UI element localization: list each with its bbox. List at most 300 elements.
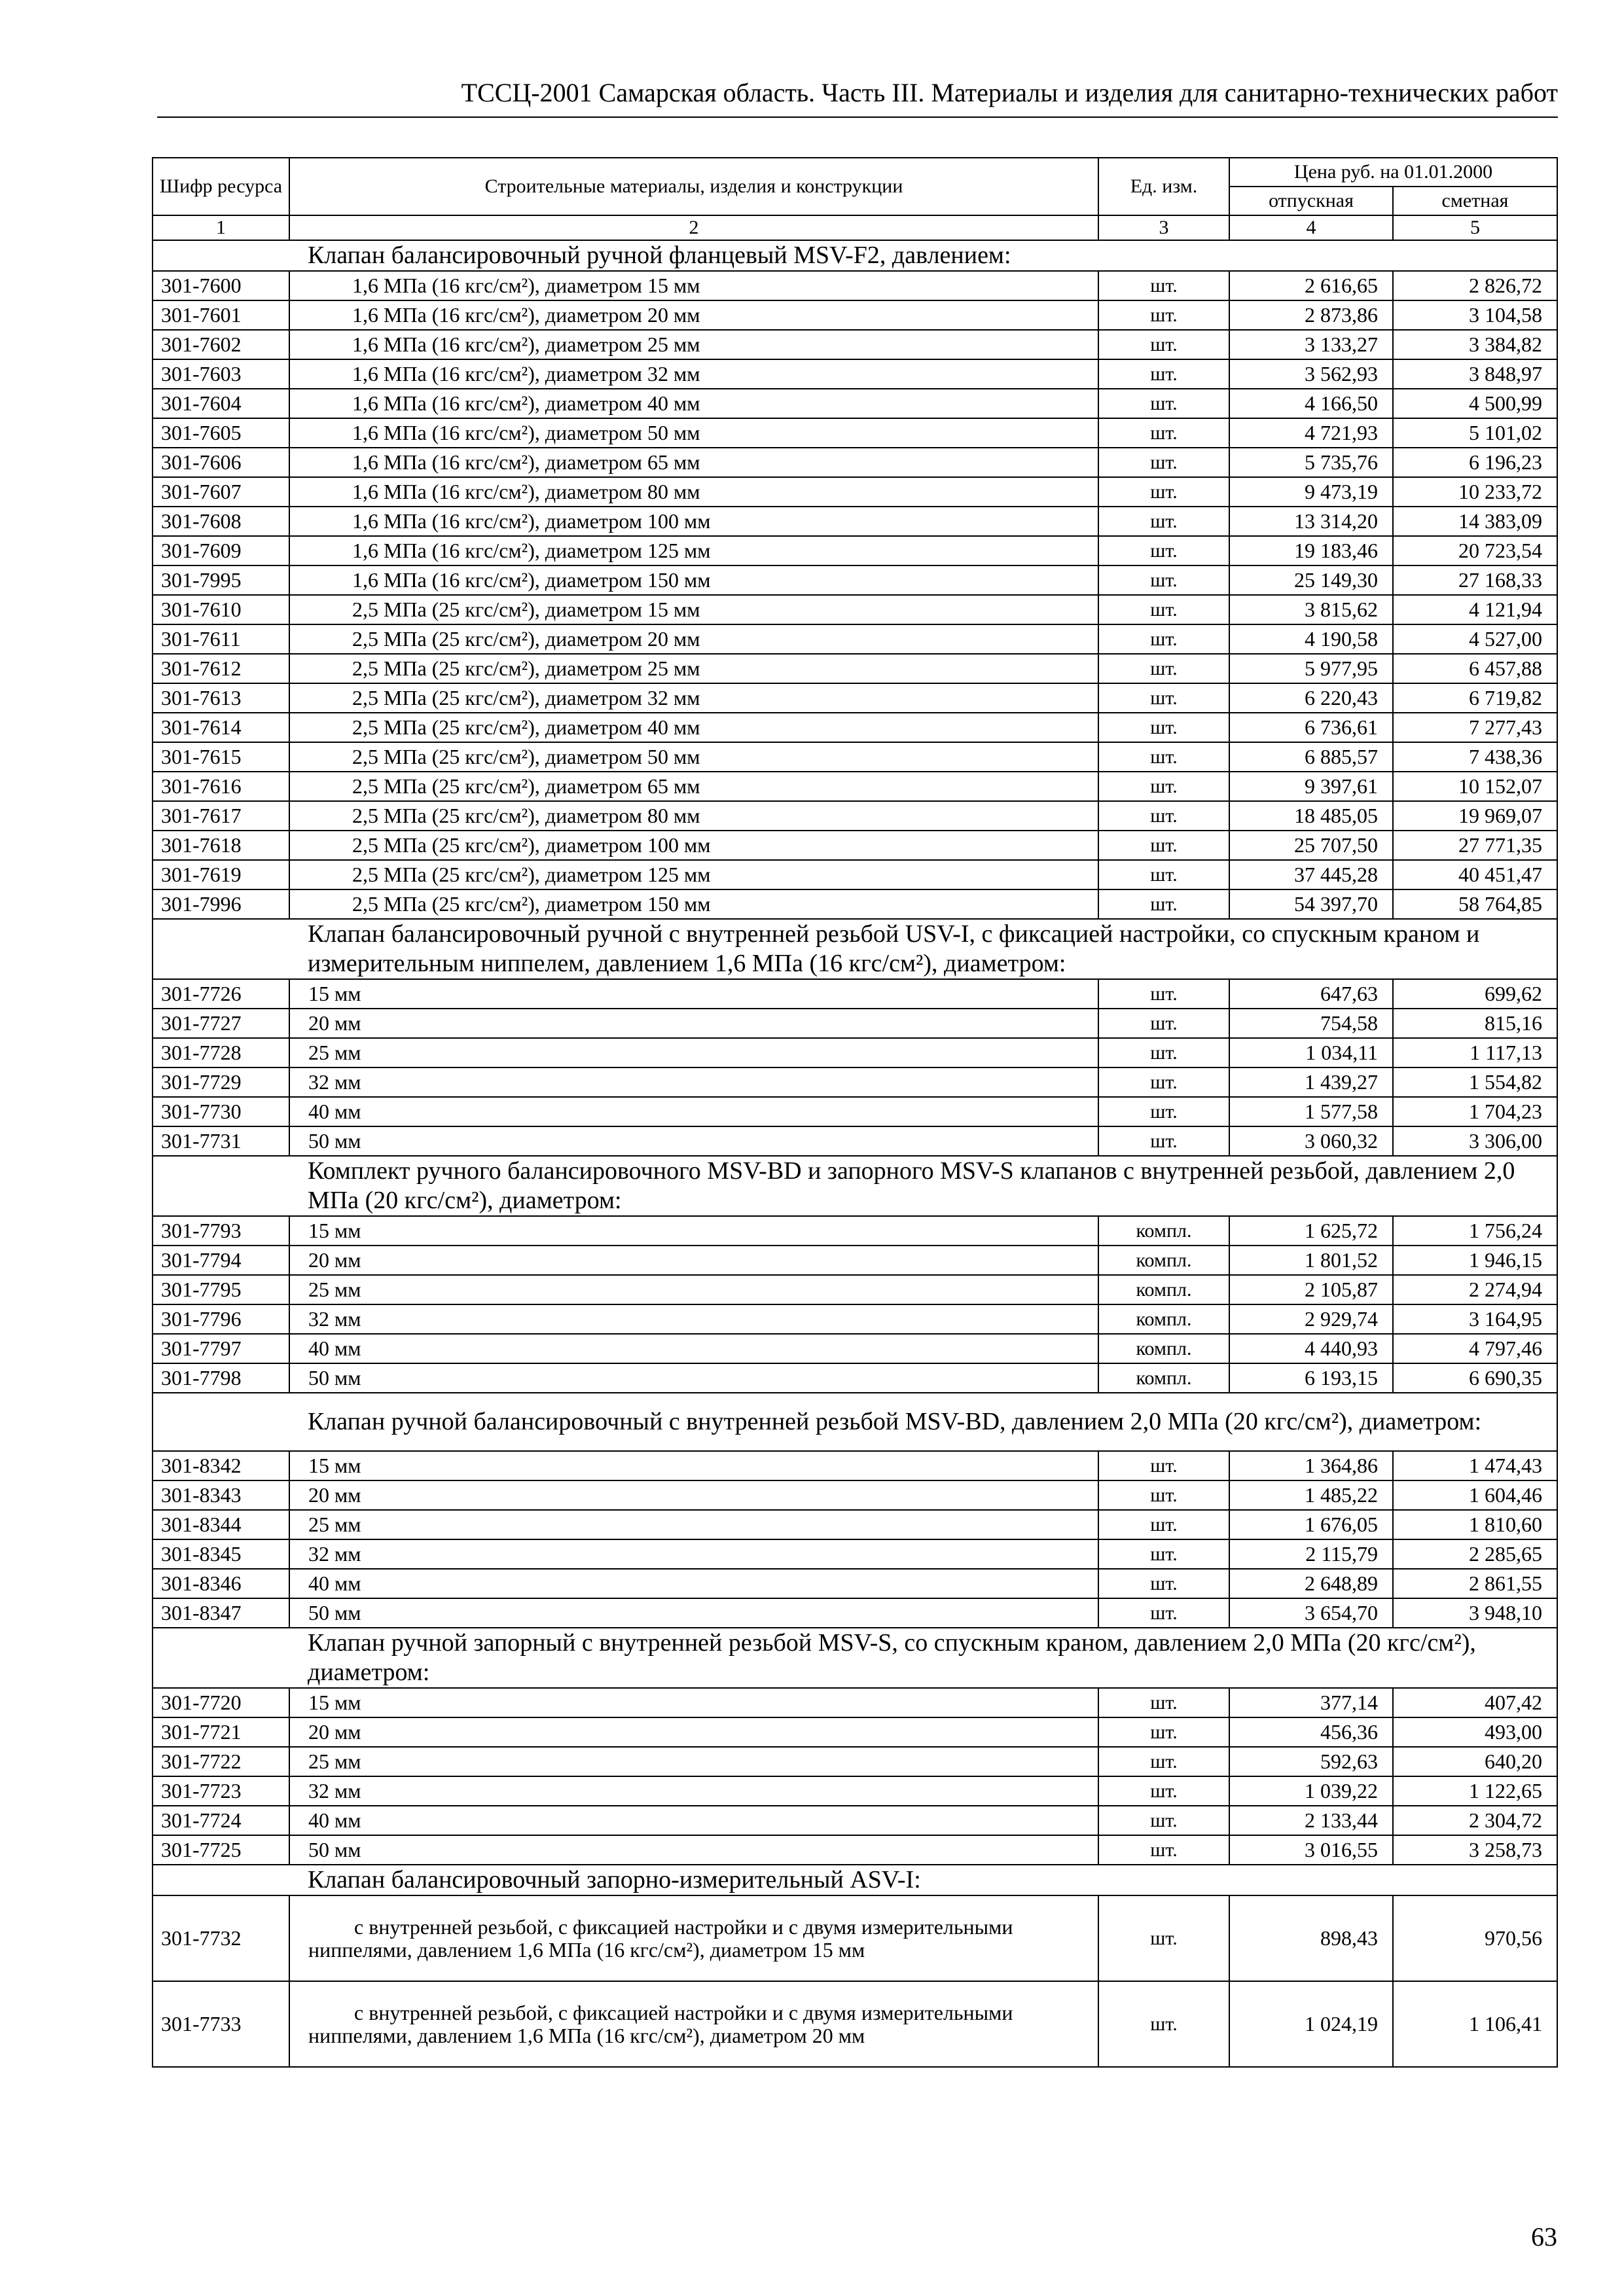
estimate-price: 27 168,33 — [1393, 565, 1557, 595]
material-name: 32 мм — [289, 1539, 1098, 1569]
unit-cell: шт. — [1098, 1717, 1229, 1747]
resource-code: 301-7617 — [153, 801, 289, 831]
material-name: 1,6 МПа (16 кгс/см²), диаметром 80 мм — [289, 477, 1098, 507]
material-name: 1,6 МПа (16 кгс/см²), диаметром 20 мм — [289, 300, 1098, 330]
material-name: 25 мм — [289, 1747, 1098, 1776]
material-name: 15 мм — [289, 1216, 1098, 1246]
unit-cell: шт. — [1098, 359, 1229, 389]
estimate-price: 1 704,23 — [1393, 1097, 1557, 1126]
material-name: 50 мм — [289, 1598, 1098, 1628]
resource-code: 301-7612 — [153, 654, 289, 683]
resource-code: 301-7729 — [153, 1067, 289, 1097]
table-row — [153, 1126, 1557, 1156]
group-title: Клапан балансировочный ручной с внутренней резьбой USV-I, с фиксацией настройки, со спускным краном и измерительным ниппелем, давлением 1,6 МПа (16 кгс/см²), диаметром: — [289, 919, 1557, 979]
release-price: 3 133,27 — [1229, 330, 1393, 359]
estimate-price: 3 306,00 — [1393, 1126, 1557, 1156]
estimate-price: 407,42 — [1393, 1688, 1557, 1717]
table-row — [153, 359, 1557, 389]
table-row — [153, 1216, 1557, 1246]
estimate-price: 3 164,95 — [1393, 1304, 1557, 1334]
unit-cell: шт. — [1098, 742, 1229, 772]
material-name: 40 мм — [289, 1806, 1098, 1835]
table-row — [153, 1835, 1557, 1865]
material-name: 1,6 МПа (16 кгс/см²), диаметром 150 мм — [289, 565, 1098, 595]
release-price: 1 439,27 — [1229, 1067, 1393, 1097]
material-name: 1,6 МПа (16 кгс/см²), диаметром 125 мм — [289, 536, 1098, 565]
estimate-price: 1 554,82 — [1393, 1067, 1557, 1097]
release-price: 18 485,05 — [1229, 801, 1393, 831]
unit-cell: шт. — [1098, 713, 1229, 742]
release-price: 19 183,46 — [1229, 536, 1393, 565]
header-price: Цена руб. на 01.01.2000 — [1229, 158, 1557, 187]
table-row — [153, 860, 1557, 889]
table-row — [153, 418, 1557, 448]
unit-cell: шт. — [1098, 979, 1229, 1009]
table-row — [153, 713, 1557, 742]
resource-code: 301-7995 — [153, 565, 289, 595]
release-price: 1 034,11 — [1229, 1038, 1393, 1067]
release-price: 37 445,28 — [1229, 860, 1393, 889]
unit-cell: шт. — [1098, 330, 1229, 359]
unit-cell: шт. — [1098, 1451, 1229, 1480]
column-number: 5 — [1393, 215, 1557, 240]
release-price: 1 625,72 — [1229, 1216, 1393, 1246]
group-row — [153, 1156, 1557, 1216]
resource-code: 301-7615 — [153, 742, 289, 772]
resource-code: 301-8342 — [153, 1451, 289, 1480]
unit-cell: шт. — [1098, 801, 1229, 831]
table-row — [153, 683, 1557, 713]
release-price: 1 577,58 — [1229, 1097, 1393, 1126]
estimate-price: 5 101,02 — [1393, 418, 1557, 448]
material-name: 2,5 МПа (25 кгс/см²), диаметром 15 мм — [289, 595, 1098, 624]
resource-code: 301-8344 — [153, 1510, 289, 1539]
unit-cell: компл. — [1098, 1334, 1229, 1363]
header-code: Шифр ресурса — [153, 158, 289, 215]
estimate-price: 1 474,43 — [1393, 1451, 1557, 1480]
release-price: 25 707,50 — [1229, 831, 1393, 860]
estimate-price: 2 826,72 — [1393, 271, 1557, 300]
table-row — [153, 536, 1557, 565]
unit-cell: шт. — [1098, 683, 1229, 713]
table-row — [153, 742, 1557, 772]
table-row — [153, 654, 1557, 683]
group-row — [153, 1865, 1557, 1895]
group-row — [153, 1628, 1557, 1688]
release-price: 3 815,62 — [1229, 595, 1393, 624]
resource-code: 301-7606 — [153, 448, 289, 477]
table-row — [153, 1097, 1557, 1126]
table-row — [153, 389, 1557, 418]
material-name: 1,6 МПа (16 кгс/см²), диаметром 65 мм — [289, 448, 1098, 477]
material-name: 15 мм — [289, 1451, 1098, 1480]
unit-cell: шт. — [1098, 300, 1229, 330]
estimate-price: 1 946,15 — [1393, 1246, 1557, 1275]
estimate-price: 1 122,65 — [1393, 1776, 1557, 1806]
price-table-body — [153, 158, 1557, 2067]
page-header-title: ТССЦ-2001 Самарская область. Часть III. Материалы и изделия для санитарно-технических работ — [461, 78, 1558, 107]
estimate-price: 40 451,47 — [1393, 860, 1557, 889]
estimate-price: 58 764,85 — [1393, 889, 1557, 919]
estimate-price: 3 948,10 — [1393, 1598, 1557, 1628]
resource-code: 301-7796 — [153, 1304, 289, 1334]
table-row — [153, 1569, 1557, 1598]
estimate-price: 1 604,46 — [1393, 1480, 1557, 1510]
unit-cell: шт. — [1098, 1688, 1229, 1717]
material-name: с внутренней резьбой, с фиксацией настройки и с двумя измерительными ниппелями, давлением 1,6 МПа (16 кгс/см²), диаметром 15 мм — [289, 1895, 1098, 1981]
material-name: 50 мм — [289, 1126, 1098, 1156]
release-price: 3 562,93 — [1229, 359, 1393, 389]
group-row — [153, 1393, 1557, 1451]
resource-code: 301-7726 — [153, 979, 289, 1009]
resource-code: 301-7731 — [153, 1126, 289, 1156]
material-name: 20 мм — [289, 1009, 1098, 1038]
table-row — [153, 889, 1557, 919]
table-row — [153, 1688, 1557, 1717]
estimate-price: 6 457,88 — [1393, 654, 1557, 683]
material-name: 1,6 МПа (16 кгс/см²), диаметром 25 мм — [289, 330, 1098, 359]
table-row — [153, 1275, 1557, 1304]
resource-code: 301-8343 — [153, 1480, 289, 1510]
resource-code: 301-7611 — [153, 624, 289, 654]
release-price: 6 220,43 — [1229, 683, 1393, 713]
unit-cell: компл. — [1098, 1275, 1229, 1304]
unit-cell: компл. — [1098, 1246, 1229, 1275]
table-row — [153, 477, 1557, 507]
unit-cell: шт. — [1098, 536, 1229, 565]
resource-code: 301-7609 — [153, 536, 289, 565]
table-row — [153, 1038, 1557, 1067]
table-row — [153, 1747, 1557, 1776]
unit-cell: компл. — [1098, 1216, 1229, 1246]
unit-cell: шт. — [1098, 831, 1229, 860]
material-name: 1,6 МПа (16 кгс/см²), диаметром 32 мм — [289, 359, 1098, 389]
release-price: 754,58 — [1229, 1009, 1393, 1038]
table-row — [153, 595, 1557, 624]
header-estimate: сметная — [1393, 187, 1557, 215]
release-price: 13 314,20 — [1229, 507, 1393, 536]
material-name: 15 мм — [289, 979, 1098, 1009]
unit-cell: шт. — [1098, 1895, 1229, 1981]
table-row — [153, 1510, 1557, 1539]
column-number: 3 — [1098, 215, 1229, 240]
release-price: 4 190,58 — [1229, 624, 1393, 654]
release-price: 6 193,15 — [1229, 1363, 1393, 1393]
estimate-price: 3 258,73 — [1393, 1835, 1557, 1865]
table-row — [153, 1981, 1557, 2067]
group-row — [153, 919, 1557, 979]
release-price: 2 873,86 — [1229, 300, 1393, 330]
release-price: 4 440,93 — [1229, 1334, 1393, 1363]
resource-code: 301-7727 — [153, 1009, 289, 1038]
unit-cell: шт. — [1098, 595, 1229, 624]
release-price: 25 149,30 — [1229, 565, 1393, 595]
table-header-row — [153, 158, 1557, 187]
table-row — [153, 1067, 1557, 1097]
page-number: 63 — [1531, 2222, 1557, 2251]
estimate-price: 7 438,36 — [1393, 742, 1557, 772]
release-price: 2 115,79 — [1229, 1539, 1393, 1569]
group-code-cell — [153, 1393, 289, 1451]
resource-code: 301-7605 — [153, 418, 289, 448]
unit-cell: шт. — [1098, 1097, 1229, 1126]
resource-code: 301-7601 — [153, 300, 289, 330]
table-row — [153, 1806, 1557, 1835]
group-title: Комплект ручного балансировочного MSV-BD и запорного MSV-S клапанов с внутренней резьбой, давлением 2,0 МПа (20 кгс/см²), диаметром: — [289, 1156, 1557, 1216]
estimate-price: 2 861,55 — [1393, 1569, 1557, 1598]
estimate-price: 27 771,35 — [1393, 831, 1557, 860]
resource-code: 301-7723 — [153, 1776, 289, 1806]
table-row — [153, 1334, 1557, 1363]
group-title: Клапан балансировочный ручной фланцевый MSV-F2, давлением: — [289, 240, 1557, 271]
release-price: 2 616,65 — [1229, 271, 1393, 300]
table-row — [153, 1895, 1557, 1981]
estimate-price: 3 104,58 — [1393, 300, 1557, 330]
unit-cell: шт. — [1098, 1598, 1229, 1628]
material-name: 2,5 МПа (25 кгс/см²), диаметром 50 мм — [289, 742, 1098, 772]
release-price: 592,63 — [1229, 1747, 1393, 1776]
release-price: 9 473,19 — [1229, 477, 1393, 507]
table-row — [153, 831, 1557, 860]
resource-code: 301-7798 — [153, 1363, 289, 1393]
release-price: 3 060,32 — [1229, 1126, 1393, 1156]
header-rule — [157, 117, 1558, 118]
unit-cell: шт. — [1098, 1067, 1229, 1097]
table-row — [153, 1304, 1557, 1334]
table-row — [153, 1363, 1557, 1393]
release-price: 5 977,95 — [1229, 654, 1393, 683]
table-row — [153, 772, 1557, 801]
table-row — [153, 1246, 1557, 1275]
resource-code: 301-7724 — [153, 1806, 289, 1835]
resource-code: 301-7728 — [153, 1038, 289, 1067]
material-name: 2,5 МПа (25 кгс/см²), диаметром 65 мм — [289, 772, 1098, 801]
group-title: Клапан ручной запорный с внутренней резьбой MSV-S, со спускным краном, давлением 2,0 МПа (20 кгс/см²), диаметром: — [289, 1628, 1557, 1688]
release-price: 2 929,74 — [1229, 1304, 1393, 1334]
material-name: 1,6 МПа (16 кгс/см²), диаметром 40 мм — [289, 389, 1098, 418]
estimate-price: 640,20 — [1393, 1747, 1557, 1776]
header-unit: Ед. изм. — [1098, 158, 1229, 215]
resource-code: 301-7795 — [153, 1275, 289, 1304]
unit-cell: шт. — [1098, 271, 1229, 300]
material-name: 32 мм — [289, 1067, 1098, 1097]
resource-code: 301-7721 — [153, 1717, 289, 1747]
material-name: 20 мм — [289, 1246, 1098, 1275]
group-title: Клапан балансировочный запорно-измерительный ASV-I: — [289, 1865, 1557, 1895]
table-row — [153, 801, 1557, 831]
resource-code: 301-7614 — [153, 713, 289, 742]
release-price: 1 024,19 — [1229, 1981, 1393, 2067]
unit-cell: шт. — [1098, 448, 1229, 477]
material-name: 2,5 МПа (25 кгс/см²), диаметром 100 мм — [289, 831, 1098, 860]
material-name: с внутренней резьбой, с фиксацией настройки и с двумя измерительными ниппелями, давлением 1,6 МПа (16 кгс/см²), диаметром 20 мм — [289, 1981, 1098, 2067]
resource-code: 301-7797 — [153, 1334, 289, 1363]
material-name: 2,5 МПа (25 кгс/см²), диаметром 125 мм — [289, 860, 1098, 889]
release-price: 377,14 — [1229, 1688, 1393, 1717]
column-number: 4 — [1229, 215, 1393, 240]
table-row — [153, 1717, 1557, 1747]
release-price: 6 736,61 — [1229, 713, 1393, 742]
resource-code: 301-8345 — [153, 1539, 289, 1569]
material-name: 25 мм — [289, 1038, 1098, 1067]
resource-code: 301-7616 — [153, 772, 289, 801]
table-row — [153, 1480, 1557, 1510]
release-price: 1 039,22 — [1229, 1776, 1393, 1806]
column-number: 2 — [289, 215, 1098, 240]
unit-cell: шт. — [1098, 1038, 1229, 1067]
header-name: Строительные материалы, изделия и конструкции — [289, 158, 1098, 215]
resource-code: 301-7730 — [153, 1097, 289, 1126]
resource-code: 301-7604 — [153, 389, 289, 418]
material-name: 20 мм — [289, 1480, 1098, 1510]
unit-cell: шт. — [1098, 389, 1229, 418]
estimate-price: 1 756,24 — [1393, 1216, 1557, 1246]
material-name: 2,5 МПа (25 кгс/см²), диаметром 25 мм — [289, 654, 1098, 683]
material-name: 25 мм — [289, 1275, 1098, 1304]
release-price: 1 364,86 — [1229, 1451, 1393, 1480]
material-name: 40 мм — [289, 1569, 1098, 1598]
release-price: 4 721,93 — [1229, 418, 1393, 448]
estimate-price: 493,00 — [1393, 1717, 1557, 1747]
estimate-price: 3 848,97 — [1393, 359, 1557, 389]
resource-code: 301-7613 — [153, 683, 289, 713]
release-price: 898,43 — [1229, 1895, 1393, 1981]
release-price: 54 397,70 — [1229, 889, 1393, 919]
unit-cell: шт. — [1098, 860, 1229, 889]
table-row — [153, 624, 1557, 654]
resource-code: 301-7600 — [153, 271, 289, 300]
table-row — [153, 300, 1557, 330]
unit-cell: шт. — [1098, 1747, 1229, 1776]
resource-code: 301-7608 — [153, 507, 289, 536]
unit-cell: шт. — [1098, 1981, 1229, 2067]
estimate-price: 4 797,46 — [1393, 1334, 1557, 1363]
release-price: 3 654,70 — [1229, 1598, 1393, 1628]
estimate-price: 20 723,54 — [1393, 536, 1557, 565]
release-price: 2 105,87 — [1229, 1275, 1393, 1304]
material-name: 40 мм — [289, 1097, 1098, 1126]
unit-cell: шт. — [1098, 1009, 1229, 1038]
estimate-price: 10 233,72 — [1393, 477, 1557, 507]
release-price: 6 885,57 — [1229, 742, 1393, 772]
resource-code: 301-7610 — [153, 595, 289, 624]
table-row — [153, 448, 1557, 477]
unit-cell: шт. — [1098, 772, 1229, 801]
release-price: 1 801,52 — [1229, 1246, 1393, 1275]
resource-code: 301-7996 — [153, 889, 289, 919]
resource-code: 301-7602 — [153, 330, 289, 359]
column-numbers-row — [153, 215, 1557, 240]
resource-code: 301-8347 — [153, 1598, 289, 1628]
estimate-price: 6 719,82 — [1393, 683, 1557, 713]
release-price: 1 676,05 — [1229, 1510, 1393, 1539]
estimate-price: 6 690,35 — [1393, 1363, 1557, 1393]
material-name: 32 мм — [289, 1776, 1098, 1806]
table-row — [153, 330, 1557, 359]
material-name: 2,5 МПа (25 кгс/см²), диаметром 80 мм — [289, 801, 1098, 831]
release-price: 2 648,89 — [1229, 1569, 1393, 1598]
estimate-price: 815,16 — [1393, 1009, 1557, 1038]
table-row — [153, 1451, 1557, 1480]
unit-cell: шт. — [1098, 1835, 1229, 1865]
resource-code: 301-7607 — [153, 477, 289, 507]
unit-cell: компл. — [1098, 1304, 1229, 1334]
table-row — [153, 507, 1557, 536]
estimate-price: 2 304,72 — [1393, 1806, 1557, 1835]
estimate-price: 1 810,60 — [1393, 1510, 1557, 1539]
estimate-price: 2 285,65 — [1393, 1539, 1557, 1569]
table-row — [153, 1776, 1557, 1806]
unit-cell: шт. — [1098, 624, 1229, 654]
table-row — [153, 979, 1557, 1009]
material-name: 20 мм — [289, 1717, 1098, 1747]
unit-cell: шт. — [1098, 1569, 1229, 1598]
estimate-price: 10 152,07 — [1393, 772, 1557, 801]
estimate-price: 7 277,43 — [1393, 713, 1557, 742]
material-name: 1,6 МПа (16 кгс/см²), диаметром 15 мм — [289, 271, 1098, 300]
table-row — [153, 565, 1557, 595]
header-release: отпускная — [1229, 187, 1393, 215]
resource-code: 301-8346 — [153, 1569, 289, 1598]
resource-code: 301-7619 — [153, 860, 289, 889]
group-code-cell — [153, 1156, 289, 1216]
table-row — [153, 271, 1557, 300]
estimate-price: 4 527,00 — [1393, 624, 1557, 654]
release-price: 647,63 — [1229, 979, 1393, 1009]
estimate-price: 970,56 — [1393, 1895, 1557, 1981]
resource-code: 301-7603 — [153, 359, 289, 389]
estimate-price: 19 969,07 — [1393, 801, 1557, 831]
unit-cell: шт. — [1098, 507, 1229, 536]
material-name: 32 мм — [289, 1304, 1098, 1334]
estimate-price: 2 274,94 — [1393, 1275, 1557, 1304]
group-code-cell — [153, 919, 289, 979]
unit-cell: шт. — [1098, 1539, 1229, 1569]
estimate-price: 3 384,82 — [1393, 330, 1557, 359]
release-price: 5 735,76 — [1229, 448, 1393, 477]
table-row — [153, 1539, 1557, 1569]
group-code-cell — [153, 240, 289, 271]
estimate-price: 1 106,41 — [1393, 1981, 1557, 2067]
group-code-cell — [153, 1628, 289, 1688]
material-name: 2,5 МПа (25 кгс/см²), диаметром 20 мм — [289, 624, 1098, 654]
group-row — [153, 240, 1557, 271]
unit-cell: шт. — [1098, 1776, 1229, 1806]
table-row — [153, 1598, 1557, 1628]
unit-cell: шт. — [1098, 1480, 1229, 1510]
unit-cell: шт. — [1098, 477, 1229, 507]
estimate-price: 699,62 — [1393, 979, 1557, 1009]
price-table — [152, 157, 1558, 2068]
unit-cell: шт. — [1098, 418, 1229, 448]
resource-code: 301-7794 — [153, 1246, 289, 1275]
resource-code: 301-7793 — [153, 1216, 289, 1246]
estimate-price: 4 121,94 — [1393, 595, 1557, 624]
release-price: 3 016,55 — [1229, 1835, 1393, 1865]
group-title: Клапан ручной балансировочный с внутренней резьбой MSV-BD, давлением 2,0 МПа (20 кгс/см²), диаметром: — [289, 1393, 1557, 1451]
material-name: 25 мм — [289, 1510, 1098, 1539]
material-name: 15 мм — [289, 1688, 1098, 1717]
release-price: 4 166,50 — [1229, 389, 1393, 418]
column-number: 1 — [153, 215, 289, 240]
material-name: 50 мм — [289, 1835, 1098, 1865]
unit-cell: шт. — [1098, 1806, 1229, 1835]
unit-cell: шт. — [1098, 565, 1229, 595]
release-price: 1 485,22 — [1229, 1480, 1393, 1510]
unit-cell: шт. — [1098, 889, 1229, 919]
material-name: 2,5 МПа (25 кгс/см²), диаметром 40 мм — [289, 713, 1098, 742]
unit-cell: компл. — [1098, 1363, 1229, 1393]
